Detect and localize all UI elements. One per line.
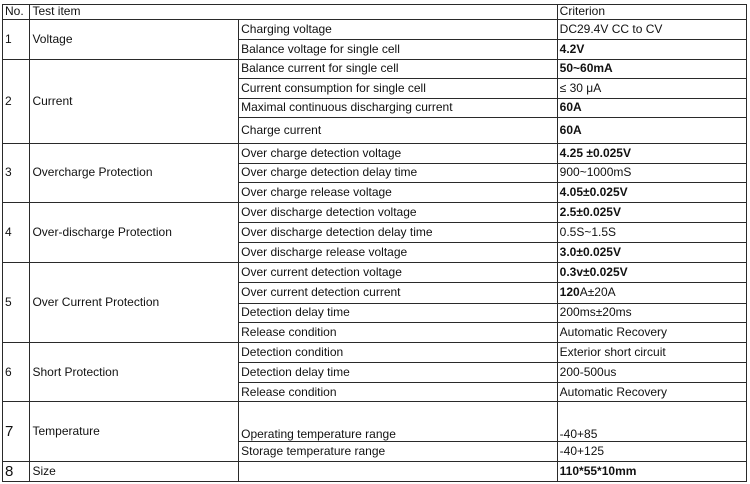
parameter-cell: Storage temperature range — [239, 441, 558, 462]
parameter-cell: Operating temperature range — [239, 402, 558, 441]
table-row — [3, 402, 747, 441]
parameter-cell: Over discharge release voltage — [239, 242, 558, 263]
criterion-cell: 3.0±0.025V — [557, 242, 746, 263]
criterion-cell: 4.2V — [557, 40, 746, 60]
group-number: 7 — [3, 402, 30, 462]
criterion-cell: 0.5S~1.5S — [557, 223, 746, 243]
parameter-cell: Balance current for single cell — [239, 59, 558, 79]
table-row — [3, 144, 747, 164]
group-number: 5 — [3, 263, 30, 342]
table-row — [3, 462, 747, 482]
group-item: Over Current Protection — [30, 263, 239, 342]
criterion-cell: 110*55*10mm — [557, 462, 746, 482]
spec-table — [2, 4, 747, 482]
header-test-item: Test item — [30, 5, 557, 20]
parameter-cell: Balance voltage for single cell — [239, 40, 558, 60]
header-criterion: Criterion — [557, 5, 746, 20]
parameter-cell: Release condition — [239, 323, 558, 343]
parameter-cell: Maximal continuous discharging current — [239, 98, 558, 118]
criterion-cell: 50~60mA — [557, 59, 746, 79]
group-item: Over-discharge Protection — [30, 202, 239, 263]
group-item: Voltage — [30, 20, 239, 59]
group-item: Overcharge Protection — [30, 144, 239, 203]
table-row — [3, 20, 747, 40]
group-item: Size — [30, 462, 239, 482]
criterion-cell: 200ms±20ms — [557, 303, 746, 323]
table-row — [3, 202, 747, 223]
criterion-cell: -40+125 — [557, 441, 746, 462]
parameter-cell: Over charge detection delay time — [239, 163, 558, 183]
criterion-cell: 2.5±0.025V — [557, 202, 746, 223]
group-number: 3 — [3, 144, 30, 203]
parameter-cell: Over charge release voltage — [239, 183, 558, 203]
parameter-cell: Detection condition — [239, 342, 558, 363]
parameter-cell: Over discharge detection voltage — [239, 202, 558, 223]
parameter-cell: Charging voltage — [239, 20, 558, 40]
parameter-cell: Charge current — [239, 118, 558, 144]
criterion-cell: -40+85 — [557, 402, 746, 441]
criterion-cell: Automatic Recovery — [557, 382, 746, 402]
parameter-cell: Release condition — [239, 382, 558, 402]
parameter-cell — [239, 462, 558, 482]
table-row — [3, 263, 747, 283]
parameter-cell: Over discharge detection delay time — [239, 223, 558, 243]
criterion-cell: DC29.4V CC to CV — [557, 20, 746, 40]
criterion-cell: Automatic Recovery — [557, 323, 746, 343]
criterion-cell — [557, 283, 746, 304]
group-number: 4 — [3, 202, 30, 263]
criterion-cell: 60A — [557, 98, 746, 118]
table-row — [3, 342, 747, 363]
table-row — [3, 59, 747, 79]
criterion-cell: Exterior short circuit — [557, 342, 746, 363]
criterion-cell: 200-500us — [557, 363, 746, 383]
criterion-cell: ≤ 30 μA — [557, 79, 746, 99]
group-number: 2 — [3, 59, 30, 143]
group-number: 8 — [3, 462, 30, 482]
parameter-cell: Over current detection current — [239, 283, 558, 304]
group-number: 1 — [3, 20, 30, 59]
criterion-cell: 4.05±0.025V — [557, 183, 746, 203]
parameter-cell: Detection delay time — [239, 303, 558, 323]
criterion-bold-part: 120 — [559, 285, 580, 300]
criterion-cell: 4.25 ±0.025V — [557, 144, 746, 164]
criterion-cell: 900~1000mS — [557, 163, 746, 183]
group-number: 6 — [3, 342, 30, 402]
parameter-cell: Current consumption for single cell — [239, 79, 558, 99]
parameter-cell: Detection delay time — [239, 363, 558, 383]
criterion-rest: A±20A — [579, 285, 616, 300]
group-item: Current — [30, 59, 239, 143]
parameter-cell: Over charge detection voltage — [239, 144, 558, 164]
parameter-cell: Over current detection voltage — [239, 263, 558, 283]
criterion-cell: 0.3v±0.025V — [557, 263, 746, 283]
group-item: Temperature — [30, 402, 239, 462]
criterion-cell: 60A — [557, 118, 746, 144]
header-no: No. — [3, 5, 30, 20]
group-item: Short Protection — [30, 342, 239, 402]
header-row — [3, 5, 747, 20]
